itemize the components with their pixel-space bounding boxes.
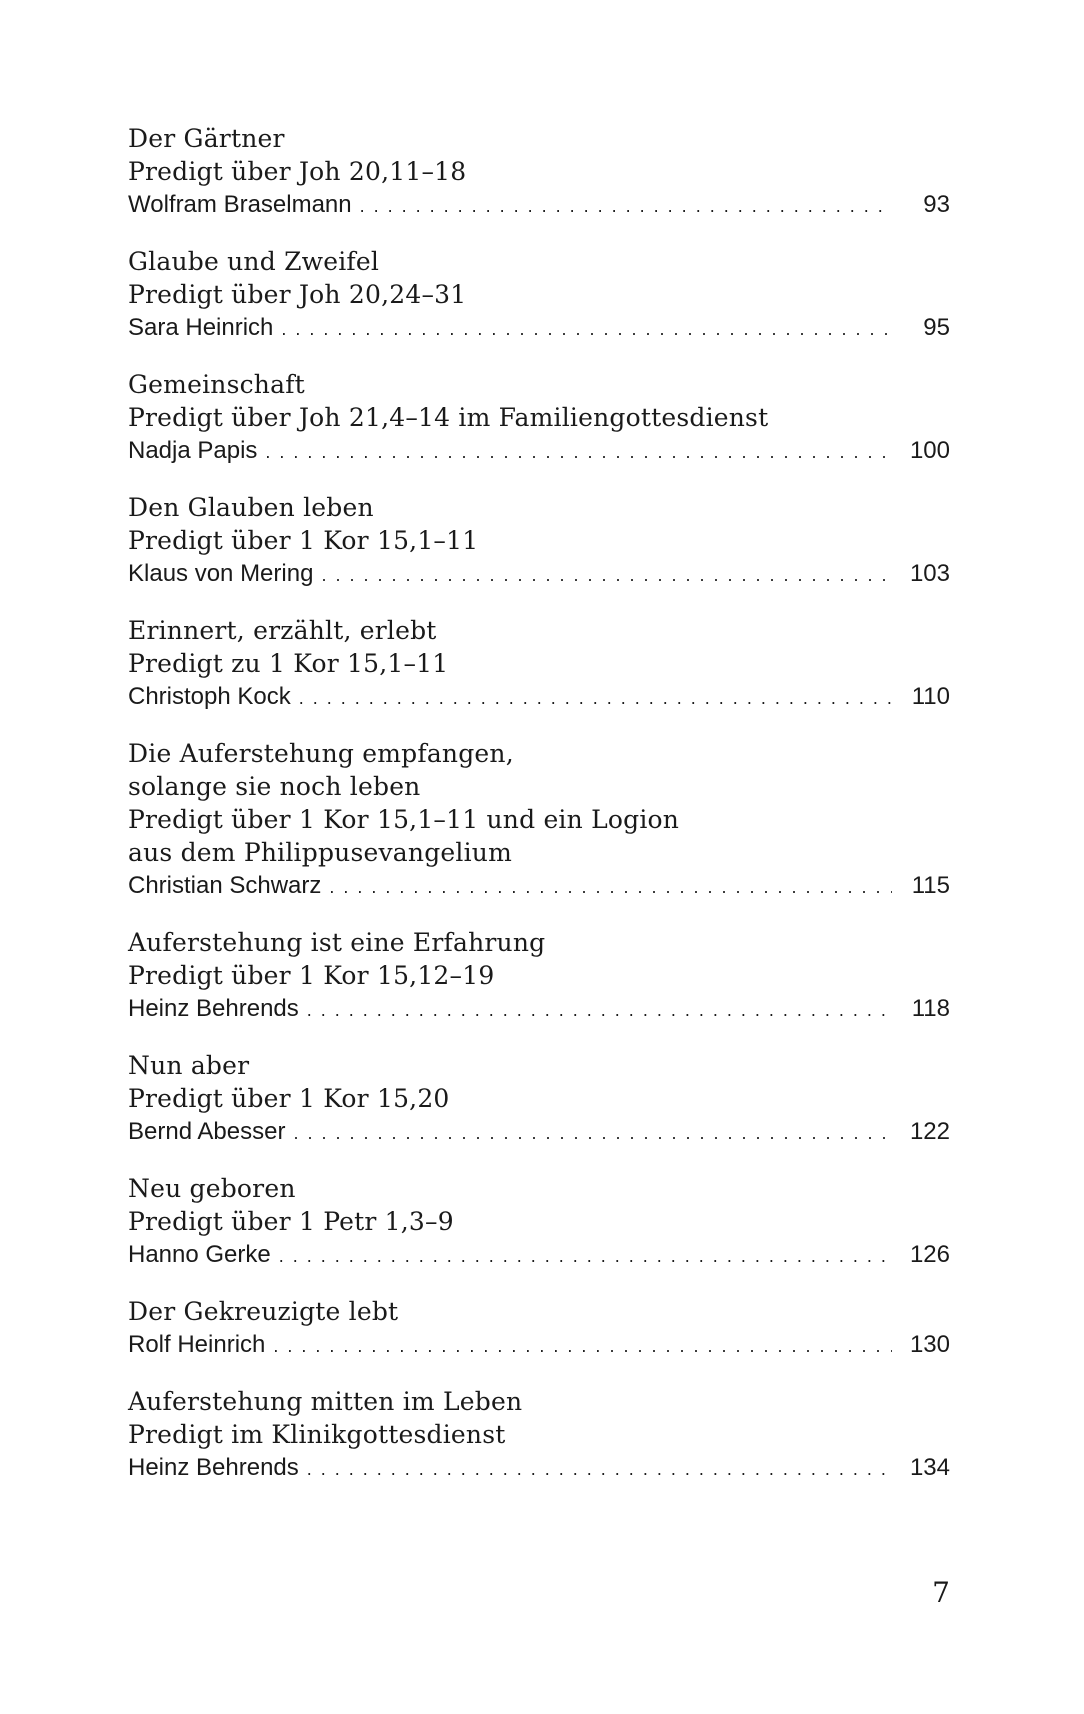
entry-subtitle: Predigt zu 1 Kor 15,1–11 [128,649,449,678]
entry-author: Hanno Gerke [128,1241,271,1268]
dot-leader [281,313,892,346]
entry-author: Heinz Behrends [128,1454,299,1481]
table-of-contents [128,122,950,1508]
dot-leader [329,871,892,904]
entry-subtitle: solange sie noch leben [128,772,421,801]
dot-leader [293,1117,892,1150]
toc-entry [128,491,950,590]
entry-page-number: 134 [909,1454,950,1481]
author-line [128,434,950,467]
toc-entry [128,245,950,344]
entry-subtitle: Predigt über 1 Kor 15,20 [128,1084,450,1113]
entry-subtitle: Predigt über 1 Petr 1,3–9 [128,1207,454,1236]
entry-author: Christoph Kock [128,683,291,710]
entry-author: Nadja Papis [128,437,258,464]
toc-entry [128,926,950,1025]
entry-page-number: 110 [911,683,950,710]
toc-entry [128,1049,950,1148]
entry-title: Die Auferstehung empfangen, [128,739,514,768]
author-line [128,1451,950,1484]
entry-title: Den Glauben leben [128,493,374,522]
entry-author: Rolf Heinrich [128,1331,266,1358]
entry-subtitle: Predigt über 1 Kor 15,12–19 [128,961,495,990]
entry-page-number: 103 [909,560,950,587]
author-line [128,1238,950,1271]
toc-entry [128,1385,950,1484]
entry-title: Der Gekreuzigte lebt [128,1297,399,1326]
entry-title: Glaube und Zweifel [128,247,380,276]
entry-author: Klaus von Mering [128,560,314,587]
entry-subtitle: Predigt über Joh 20,24–31 [128,280,467,309]
entry-author: Heinz Behrends [128,995,299,1022]
dot-leader [321,559,892,592]
author-line [128,869,950,902]
entry-title: Gemeinschaft [128,370,305,399]
dot-leader [307,994,892,1027]
toc-entry [128,1172,950,1271]
entry-title: Nun aber [128,1051,250,1080]
entry-page-number: 130 [909,1331,950,1358]
entry-page-number: 95 [923,314,950,341]
entry-page-number: 93 [923,191,950,218]
dot-leader [265,436,892,469]
entry-title: Auferstehung ist eine Erfahrung [128,928,546,957]
entry-page-number: 100 [909,437,950,464]
entry-author: Wolfram Braselmann [128,191,352,218]
entry-author: Christian Schwarz [128,872,322,899]
entry-author: Bernd Abesser [128,1118,286,1145]
page-number: 7 [932,1576,950,1609]
entry-subtitle: Predigt über Joh 20,11–18 [128,157,467,186]
toc-entry [128,122,950,221]
toc-entry [128,368,950,467]
author-line [128,680,950,713]
entry-subtitle: Predigt über Joh 21,4–14 im Familiengottesdienst [128,403,769,432]
author-line [128,992,950,1025]
author-line [128,1115,950,1148]
author-line [128,311,950,344]
entry-page-number: 122 [909,1118,950,1145]
dot-leader [299,682,892,715]
toc-entry [128,1295,950,1361]
entry-page-number: 126 [909,1241,950,1268]
entry-subtitle: Predigt über 1 Kor 15,1–11 und ein Logion [128,805,680,834]
entry-subtitle: Predigt über 1 Kor 15,1–11 [128,526,479,555]
entry-page-number: 118 [911,995,950,1022]
entry-subtitle: Predigt im Klinikgottesdienst [128,1420,506,1449]
entry-title: Der Gärtner [128,124,285,153]
entry-title: Auferstehung mitten im Leben [128,1387,523,1416]
dot-leader [307,1453,892,1486]
dot-leader [360,190,892,223]
author-line [128,1328,950,1361]
toc-entry [128,614,950,713]
author-line [128,557,950,590]
entry-title: Neu geboren [128,1174,296,1203]
author-line [128,188,950,221]
toc-entry [128,737,950,902]
entry-author: Sara Heinrich [128,314,274,341]
entry-page-number: 115 [911,872,950,899]
dot-leader [273,1330,892,1363]
dot-leader [279,1240,892,1273]
entry-title: Erinnert, erzählt, erlebt [128,616,437,645]
entry-subtitle: aus dem Philippusevangelium [128,838,513,867]
